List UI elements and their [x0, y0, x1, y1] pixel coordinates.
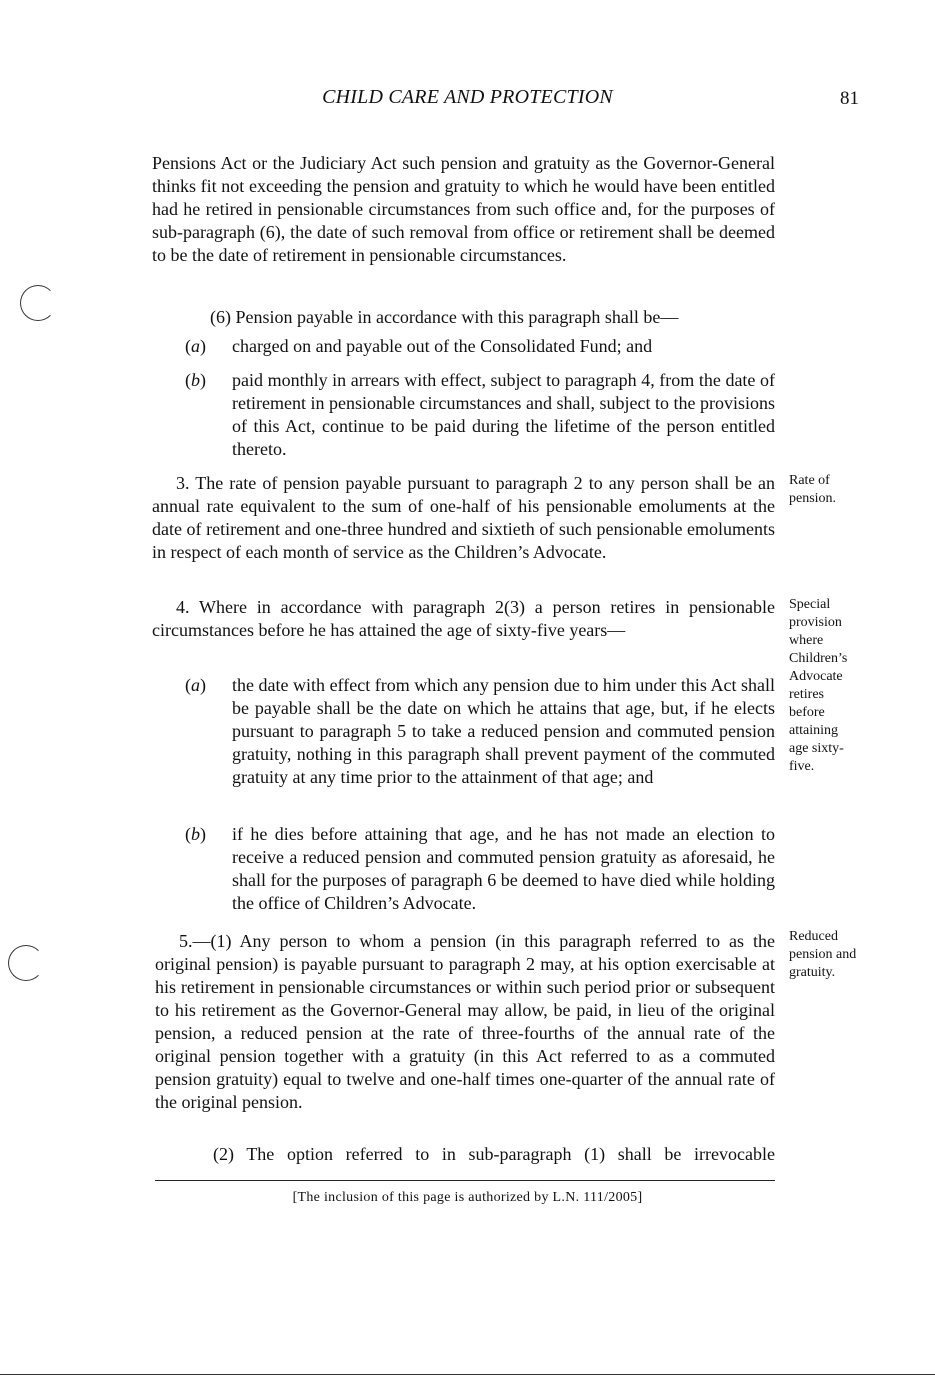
list-item — [185, 369, 775, 461]
item-label: (a) — [185, 675, 206, 695]
margin-note-reduced-pension: Reduced pension and gratuity. — [789, 929, 857, 980]
item-label: (a) — [185, 336, 206, 356]
footer-divider — [155, 1180, 775, 1181]
list-item — [185, 335, 775, 358]
subparagraph-6-intro: (6) Pension payable in accordance with this paragraph shall be— — [210, 307, 679, 327]
item-text: charged on and payable out of the Consolidated Fund; and — [232, 336, 653, 356]
intro-paragraph: Pensions Act or the Judiciary Act such pension and gratuity as the Governor-General thinks fit not exceeding the pension and gratuity to which he would have been entitled had he retired in pensionable circumstances from such office and, for the purposes of sub-paragraph (6), the date of such removal from office or retirement shall be deemed to be the date of retirement in pensionable circumstances. — [152, 153, 775, 265]
paragraph-5-2: (2) The option referred to in sub-paragraph (1) shall be irrevocable — [213, 1144, 775, 1164]
page-title: CHILD CARE AND PROTECTION — [322, 86, 613, 108]
paragraph-3: 3. The rate of pension payable pursuant to paragraph 2 to any person shall be an annual rate equivalent to the sum of one-half of his pensionable emoluments at the date of retirement and one-three hundred and sixtieth of such pensionable emoluments in respect of each month of service as the Children’s Advocate. — [152, 473, 775, 562]
margin-note-rate-of-pension: Rate of pension. — [789, 473, 837, 506]
bottom-edge-line — [0, 1374, 935, 1375]
item-text: if he dies before attaining that age, and he has not made an election to receive a reduced pension and commuted pension gratuity as aforesaid, he shall for the purposes of paragraph 6 be deemed to have died while holding the office of Children’s Advocate. — [232, 824, 775, 913]
paragraph-5-1: 5.—(1) Any person to whom a pension (in this paragraph referred to as the original pension) is payable pursuant to paragraph 2 may, at his option exercisable at his retirement in pensionable circumstances or within such period prior or subsequent to his retirement as the Governor-General may allow, be paid, in lieu of the original pension, a reduced pension at the rate of three-fourths of the annual rate of the original pension together with a gratuity (in this Act referred to as a commuted pension gratuity) equal to twelve and one-half times one-quarter of the annual rate of the original pension. — [155, 931, 775, 1112]
footer-authorization: [The inclusion of this page is authorized by L.N. 111/2005] — [292, 1190, 643, 1205]
page-number: 81 — [840, 88, 859, 109]
list-item — [185, 674, 775, 789]
punch-hole-mark — [8, 945, 44, 981]
item-text: the date with effect from which any pension due to him under this Act shall be payable shall be the date on which he attains that age, but, if he elects pursuant to paragraph 5 to take a reduced pension and commuted pension gratuity, nothing in this paragraph shall prevent payment of the commuted gratuity at any time prior to the attainment of that age; and — [232, 675, 775, 787]
item-label: (b) — [185, 370, 206, 390]
paragraph-4-intro: 4. Where in accordance with paragraph 2(3) a person retires in pensionable circumstances before he has attained the age of sixty-five years— — [152, 597, 775, 640]
list-item — [185, 823, 775, 915]
item-text: paid monthly in arrears with effect, subject to paragraph 4, from the date of retirement in pensionable circumstances and shall, subject to the provisions of this Act, continue to be paid during the lifetime of the person entitled thereto. — [232, 370, 775, 459]
punch-hole-mark — [20, 285, 56, 321]
margin-note-special-provision: Special provision where Children’s Advocate retires before attaining age sixty- five. — [789, 597, 848, 774]
item-label: (b) — [185, 824, 206, 844]
